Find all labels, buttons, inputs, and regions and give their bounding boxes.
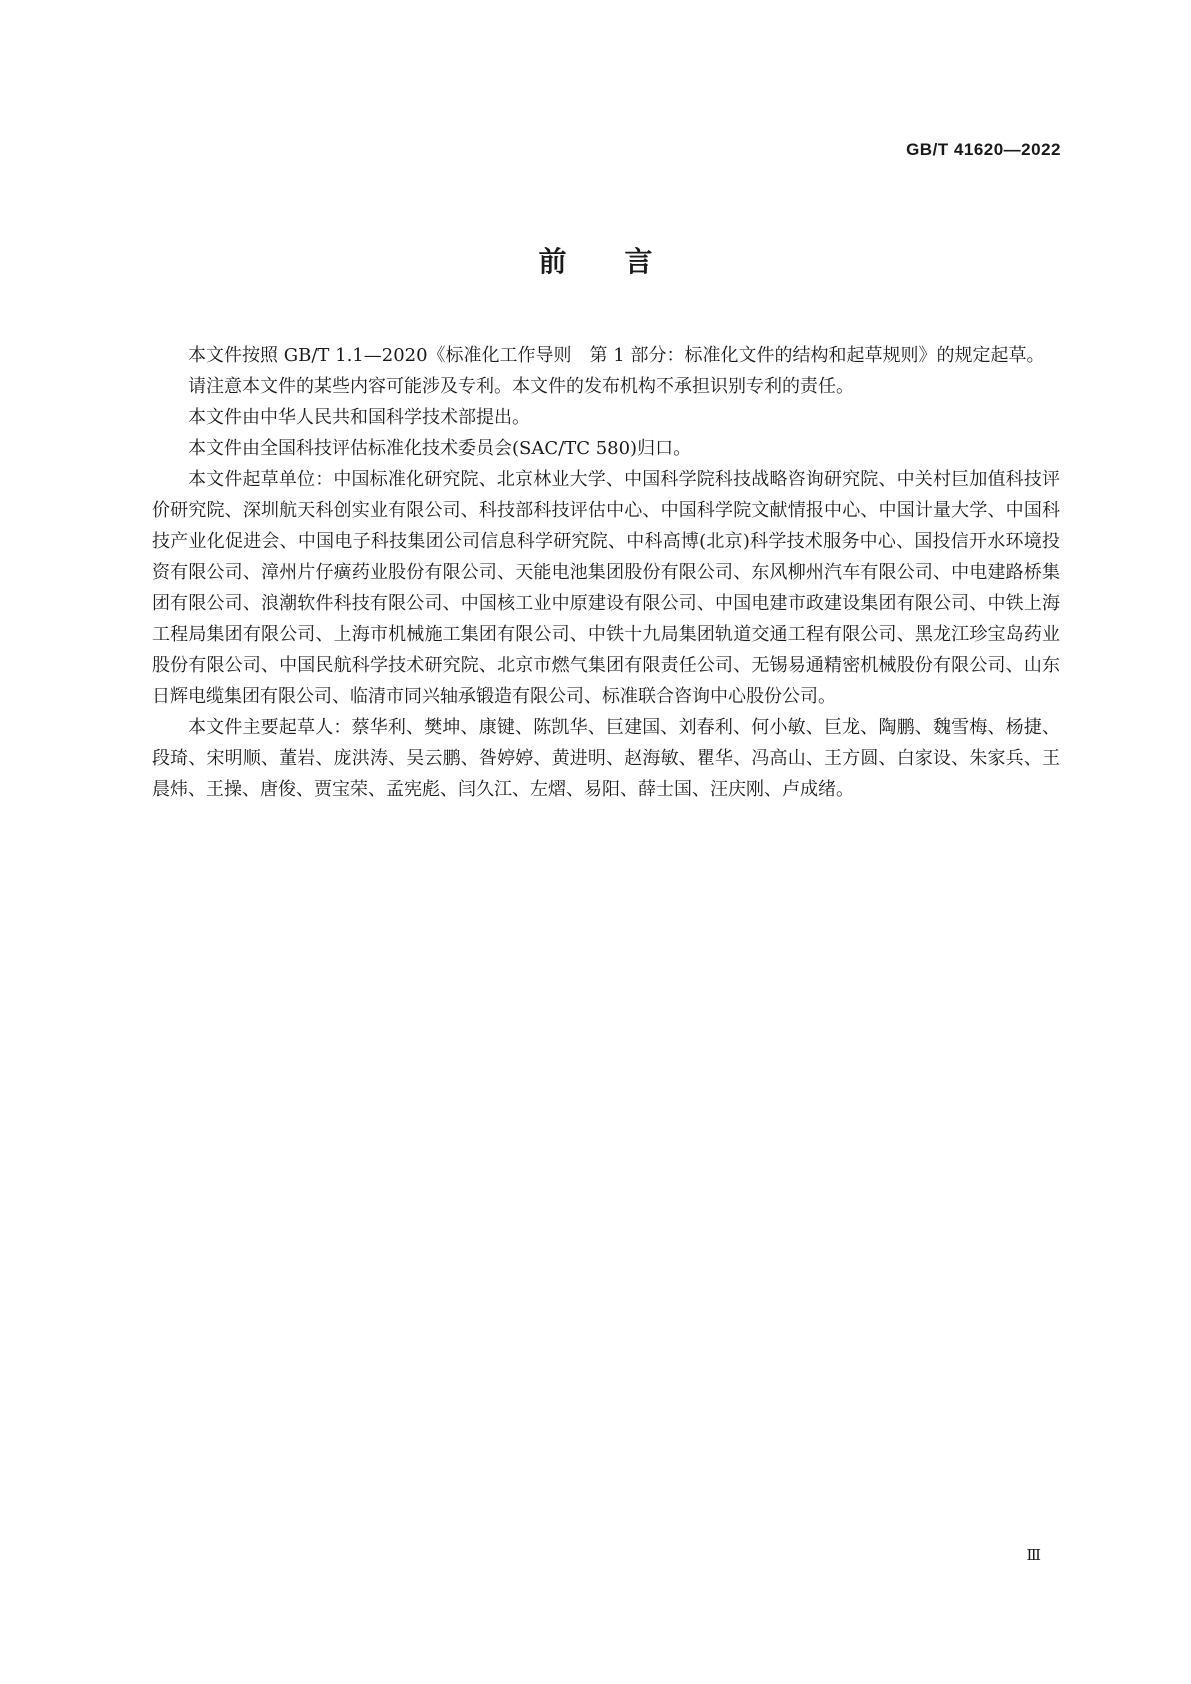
page-number: Ⅲ [1026,1546,1041,1564]
page-title: 前言 [538,245,711,278]
paragraph-drafters: 本文件主要起草人：蔡华利、樊坤、康键、陈凯华、巨建国、刘春利、何小敏、巨龙、陶鹏、魏雪梅、杨捷、段琦、宋明顺、董岩、庞洪涛、吴云鹏、昝婷婷、黄进明、赵海敏、瞿华、冯高山、王方圆、白家设、朱家兵、王晨炜、王操、唐俊、贾宝荣、孟宪彪、闫久江、左熠、易阳、薛士国、汪庆刚、卢成绪。 [152,717,1060,800]
paragraph-patent-notice: 请注意本文件的某些内容可能涉及专利。本文件的发布机构不承担识别专利的责任。 [188,376,854,397]
paragraph-centralized-management: 本文件由全国科技评估标准化技术委员会(SAC/TC 580)归口。 [188,438,692,459]
standard-number: GB/T 41620—2022 [906,140,1061,159]
paragraph-proposer: 本文件由中华人民共和国科学技术部提出。 [188,407,530,428]
paragraph-drafting-organizations: 本文件起草单位：中国标准化研究院、北京林业大学、中国科学院科技战略咨询研究院、中关村巨加值科技评价研究院、深圳航天科创实业有限公司、科技部科技评估中心、中国科学院文献情报中心、中国计量大学、中国科技产业化促进会、中国电子科技集团公司信息科学研究院、中科高博(北京)科学技术服务中心、国投信开水环境投资有限公司、漳州片仔癀药业股份有限公司、天能电池集团股份有限公司、东风柳州汽车有限公司、中电建路桥集团有限公司、浪潮软件科技有限公司、中国核工业中原建设有限公司、中国电建市政建设集团有限公司、中铁上海工程局集团有限公司、上海市机械施工集团有限公司、中铁十九局集团轨道交通工程有限公司、黑龙江珍宝岛药业股份有限公司、中国民航科学技术研究院、北京市燃气集团有限责任公司、无锡易通精密机械股份有限公司、山东日辉电缆集团有限公司、临清市同兴轴承锻造有限公司、标准联合咨询中心股份公司。 [152,469,1060,707]
foreword-body [152,340,1060,805]
paragraph-drafting-rules: 本文件按照 GB/T 1.1—2020《标准化工作导则 第 1 部分：标准化文件的结构和起草规则》的规定起草。 [188,345,1045,366]
